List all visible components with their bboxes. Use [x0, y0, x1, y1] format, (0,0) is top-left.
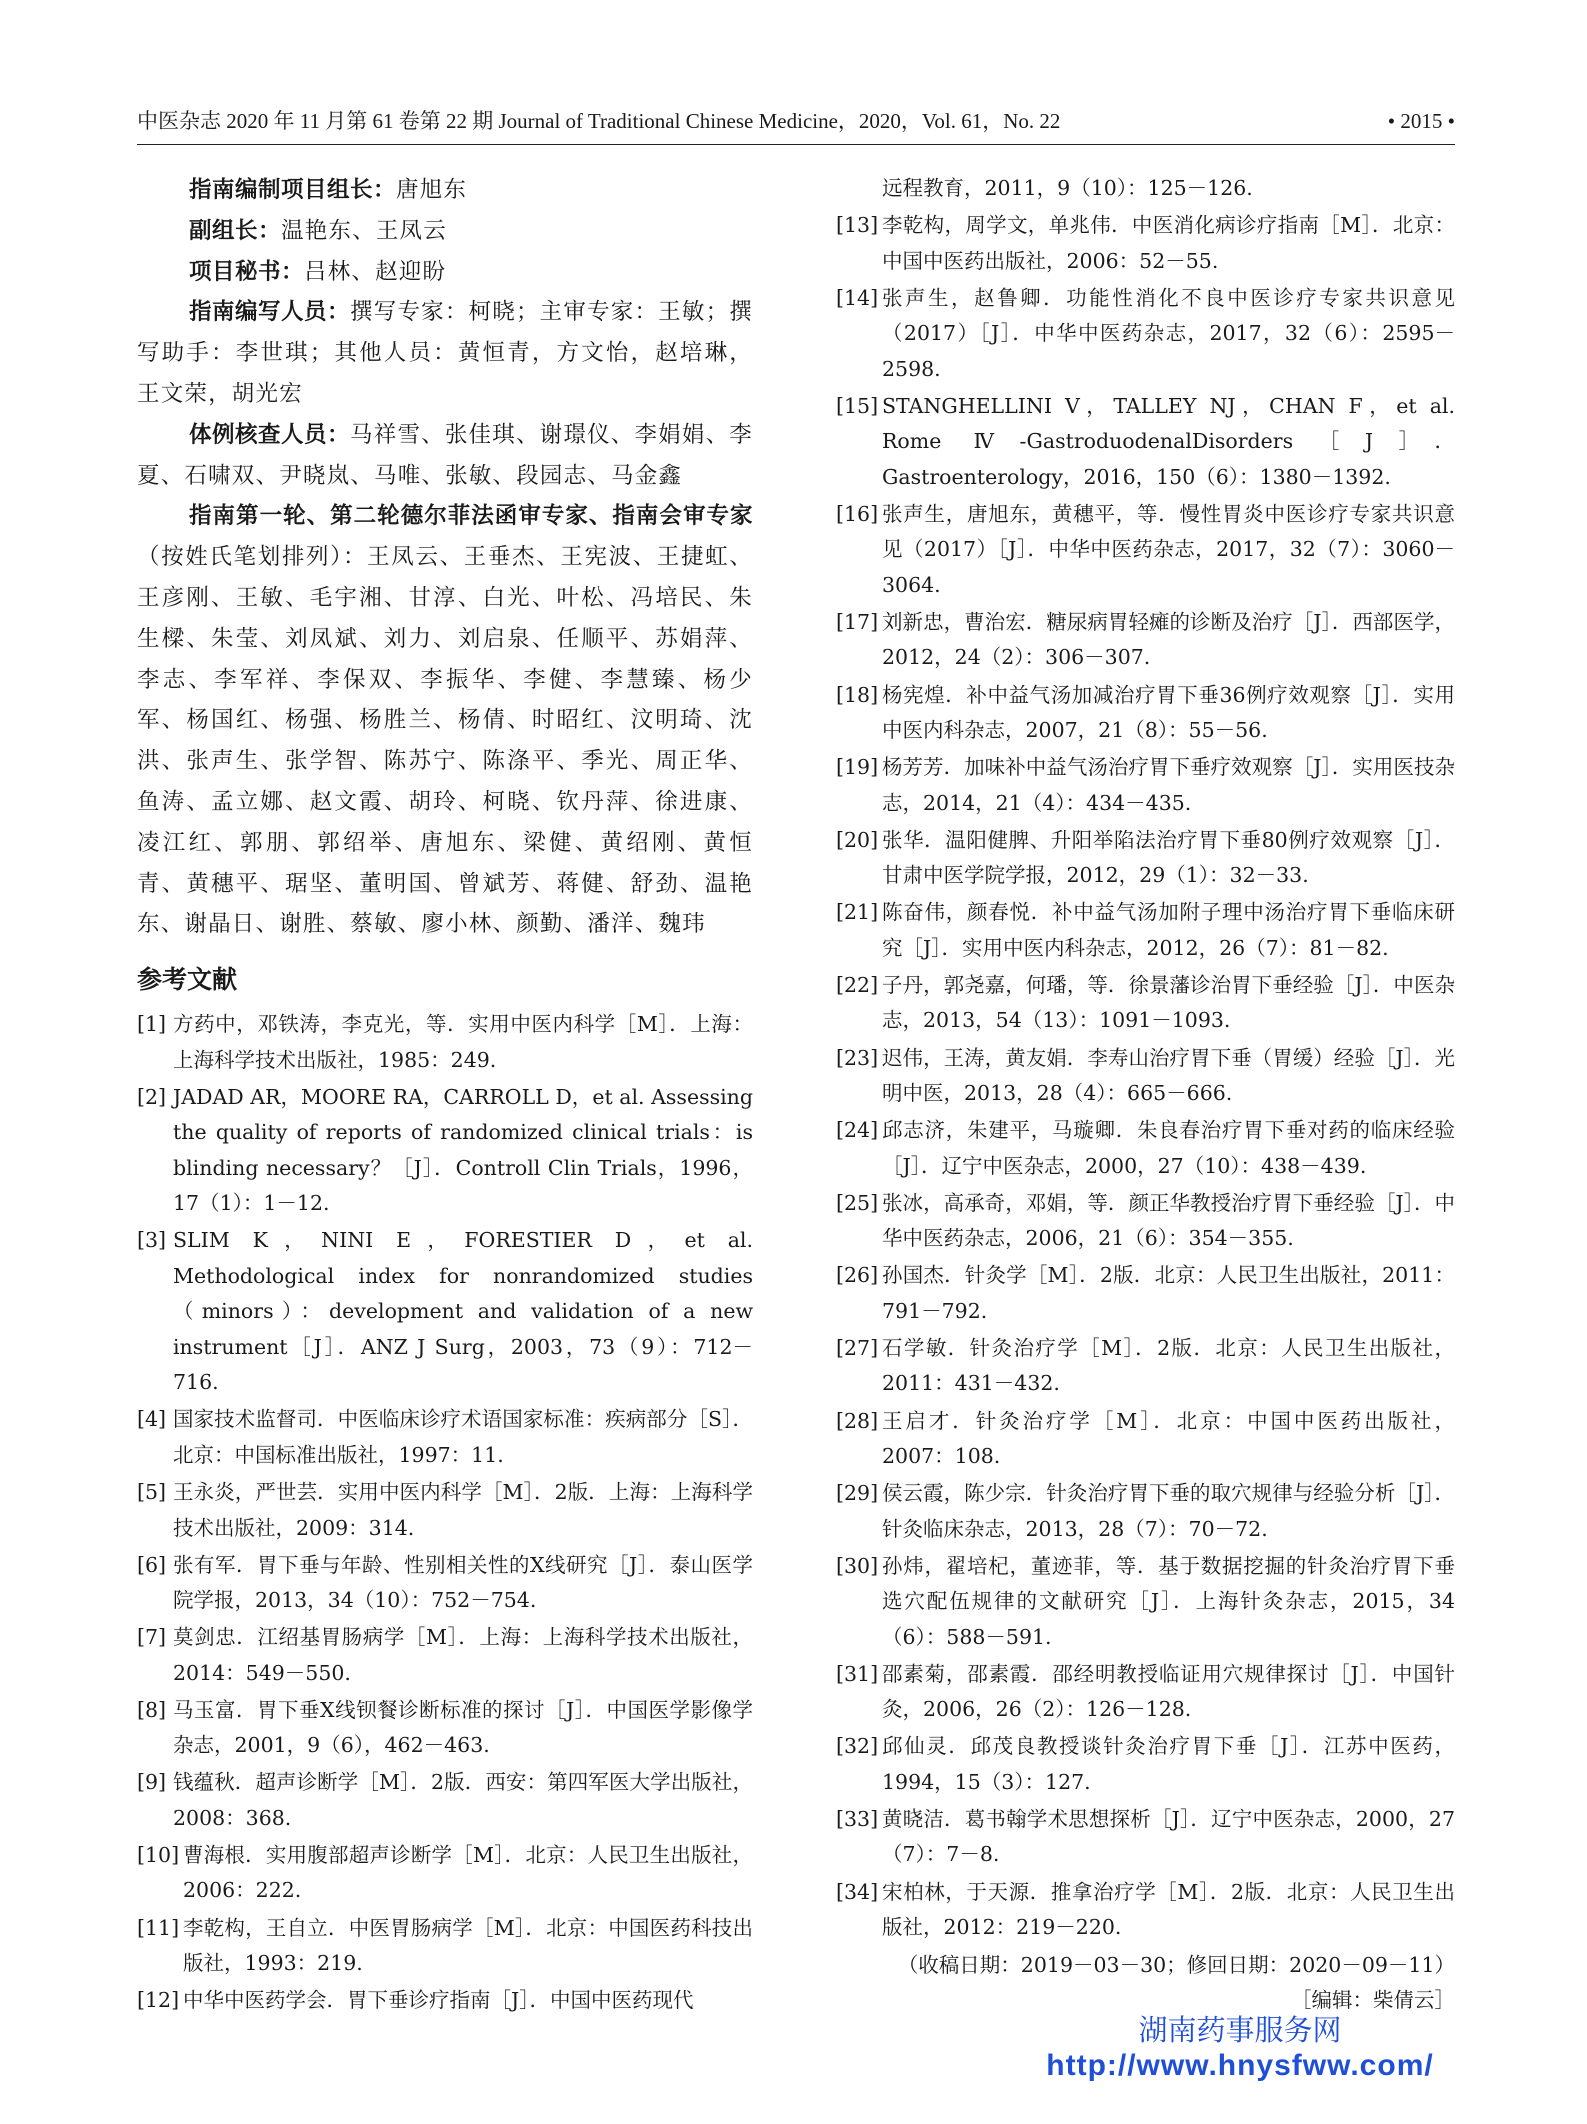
reference-item [836, 1657, 1455, 1728]
contributor-names: 撰写专家：柯晓；主审专家：王敏；撰写助手：李世琪；其他人员：黄恒青，方文怡，赵培琳，王文荣，胡光宏 [137, 299, 753, 407]
header-divider [137, 144, 1455, 145]
reference-item [137, 1983, 753, 2019]
reference-text: SLIM K，NINI E，FORESTIER D，et al. Methodological index for nonrandomized studies（minors）：development and validation of a new instrument［J］．ANZ J Surg，2003，73（9）：712－716. [173, 1228, 753, 1395]
reference-item [137, 1007, 753, 1078]
reference-item [137, 1402, 753, 1473]
reference-item [137, 1620, 753, 1691]
contributor-role: 副组长： [189, 217, 282, 244]
reference-text: JADAD AR，MOORE RA，CARROLL D，et al. Assessing the quality of reports of randomized clinical trials：is blinding necessary？［J］．Controll Clin Trials，1996，17（1）：1－12. [173, 1084, 753, 1216]
reference-number: [2] [137, 1084, 167, 1109]
reference-item [137, 1765, 753, 1836]
watermark-site-name: 湖南药事服务网 [1138, 2013, 1342, 2047]
reference-number: [4] [137, 1407, 167, 1432]
reference-text: 王永炎，严世芸．实用中医内科学［M］．2版．上海：上海科学技术出版社，2009：314. [173, 1480, 753, 1540]
reference-item [836, 1729, 1455, 1800]
contributor-role: 指南编写人员： [189, 299, 351, 326]
reference-item [836, 1404, 1455, 1475]
reference-item [836, 1476, 1455, 1547]
reference-item [836, 497, 1455, 604]
reference-item [137, 1548, 753, 1619]
reference-text: 邵素菊，邵素霞．邵经明教授临证用穴规律探讨［J］．中国针灸，2006，26（2）：126－128. [882, 1661, 1455, 1722]
reference-number: [31] [836, 1661, 879, 1686]
contributor-line [137, 170, 753, 211]
contributor-names: 马祥雪、张佳琪、谢璟仪、李娟娟、李夏、石啸双、尹晓岚、马唯、张敏、段园志、马金鑫 [137, 421, 753, 489]
reference-item [836, 678, 1455, 749]
contributor-names: （按姓氏笔划排列）：王凤云、王垂杰、王宪波、王捷虹、王彦刚、王敏、毛宇湘、甘淳、白光、叶松、冯培民、朱生樑、朱莹、刘凤斌、刘力、刘启泉、任顺平、苏娟萍、李志、李军祥、李保双、李振华、李健、李慧臻、杨少军、杨国红、杨强、杨胜兰、杨倩、时昭红、汶明琦、沈洪、张声生、张学智、陈苏宁、陈涤平、季光、周正华、鱼涛、孟立娜、赵文霞、胡玲、柯晓、钦丹萍、徐进康、凌江红、郭朋、郭绍举、唐旭东、梁健、黄绍刚、黄恒青、黄穗平、琚坚、董明国、曾斌芳、蒋健、舒劲、温艳东、谢晶日、谢胜、蔡敏、廖小林、颜勤、潘洋、魏玮 [137, 544, 753, 938]
reference-text: 孙炜，翟培杞，董迹菲，等．基于数据挖掘的针灸治疗胃下垂选穴配伍规律的文献研究［J］．上海针灸杂志，2015，34（6）：588－591. [882, 1553, 1455, 1649]
reference-text: 莫剑忠．江绍基胃肠病学［M］．上海：上海科学技术出版社，2014：549－550. [173, 1625, 753, 1685]
reference-number: [12] [137, 1988, 180, 2013]
reference-text: 马玉富．胃下垂X线钡餐诊断标准的探讨［J］．中国医学影像学杂志，2001，9（6），462－463. [173, 1697, 753, 1758]
reference-number: [21] [836, 900, 879, 925]
reference-number: [26] [836, 1263, 879, 1288]
contributor-names: 吕林、赵迎盼 [304, 258, 447, 285]
reference-text: 宋柏林，于天源．推拿治疗学［M］．2版．北京：人民卫生出版社，2012：219－220. [882, 1879, 1455, 1940]
reference-number: [8] [137, 1697, 167, 1722]
reference-text: 孙国杰．针灸学［M］．2版．北京：人民卫生出版社，2011：791－792. [882, 1263, 1455, 1323]
reference-text: 国家技术监督司．中医临床诊疗术语国家标准：疾病部分［S］．北京：中国标准出版社，1997：11. [173, 1407, 753, 1467]
reference-list [836, 208, 1455, 1945]
reference-number: [27] [836, 1335, 879, 1360]
reference-item [836, 895, 1455, 966]
reference-text: 张冰，高承奇，邓娟，等．颜正华教授治疗胃下垂经验［J］．中华中医药杂志，2006，21（6）：354－355. [882, 1190, 1455, 1251]
reference-number: [29] [836, 1481, 879, 1506]
contributor-role: 体例核查人员： [189, 421, 351, 448]
running-header [137, 106, 1455, 136]
reference-number: [15] [836, 393, 879, 418]
contributor-line [137, 252, 753, 293]
reference-number: [17] [836, 609, 879, 634]
reference-item [836, 1186, 1455, 1257]
reference-number: [7] [137, 1625, 167, 1650]
right-column [836, 171, 1455, 2018]
reference-number: [22] [836, 972, 879, 997]
reference-list [137, 1007, 753, 2019]
reference-text: 侯云霞，陈少宗．针灸治疗胃下垂的取穴规律与经验分析［J］．针灸临床杂志，2013，28（7）：70－72. [882, 1481, 1455, 1541]
contributor-line [137, 292, 753, 414]
reference-number: [32] [836, 1734, 879, 1759]
reference-number: [28] [836, 1408, 879, 1433]
contributor-line [137, 496, 753, 945]
reference-number: [24] [836, 1118, 879, 1143]
reference-item [836, 1258, 1455, 1329]
contributors-section [137, 170, 753, 945]
reference-number: [5] [137, 1480, 167, 1505]
reference-number: [1] [137, 1012, 167, 1037]
reference-text: 曹海根．实用腹部超声诊断学［M］．北京：人民卫生出版社，2006：222. [183, 1842, 753, 1903]
reference-text: 钱蕴秋．超声诊断学［M］．2版．西安：第四军医大学出版社，2008：368. [173, 1770, 753, 1830]
reference-number: [3] [137, 1228, 167, 1253]
contributor-names: 温艳东、王凤云 [281, 217, 447, 244]
reference-item [836, 750, 1455, 821]
reference-number: [14] [836, 285, 879, 310]
reference-number: [11] [137, 1915, 180, 1940]
contributor-role: 指南编制项目组长： [189, 177, 397, 203]
reference-item [137, 1693, 753, 1764]
editor-credit: ［编辑：柴倩云］ [1291, 1987, 1455, 2012]
references-heading: 参考文献 [137, 965, 238, 995]
reference-text: 陈奋伟，颜春悦．补中益气汤加附子理中汤治疗胃下垂临床研究［J］．实用中医内科杂志，2012，26（7）：81－82. [882, 900, 1455, 960]
reference-text: 方药中，邓铁涛，李克光，等．实用中医内科学［M］．上海：上海科学技术出版社，1985：249. [173, 1012, 753, 1072]
reference-number: [10] [137, 1842, 180, 1867]
contributor-role: 项目秘书： [189, 258, 305, 285]
reference-item [836, 605, 1455, 676]
reference-text: 邱仙灵．邱茂良教授谈针灸治疗胃下垂［J］．江苏中医药，1994，15（3）：127. [882, 1734, 1455, 1794]
reference-number: [6] [137, 1552, 167, 1577]
reference-text: 李乾构，周学文，单兆伟．中医消化病诊疗指南［M］．北京：中国中医药出版社，2006：52－55. [882, 213, 1455, 273]
reference-continuation: 远程教育，2011，9（10）：125－126. [882, 176, 1253, 200]
reference-number: [19] [836, 755, 879, 780]
reference-item [836, 823, 1455, 894]
reference-number: [33] [836, 1806, 879, 1831]
contributor-line [137, 211, 753, 252]
reference-item [137, 1223, 753, 1401]
reference-item [836, 281, 1455, 388]
reference-text: 王启才．针灸治疗学［M］．北京：中国中医药出版社，2007：108. [882, 1408, 1455, 1468]
left-column [137, 170, 753, 2020]
contributor-names: 唐旭东 [396, 177, 468, 203]
reference-text: 杨宪煌．补中益气汤加减治疗胃下垂36例疗效观察［J］．实用中医内科杂志，2007，21（8）：55－56. [882, 682, 1455, 743]
reference-text: 李乾构，王自立．中医胃肠病学［M］．北京：中国医药科技出版社，1993：219. [183, 1915, 753, 1976]
reference-number: [20] [836, 827, 879, 852]
reference-text: 张声生，赵鲁卿．功能性消化不良中医诊疗专家共识意见（2017）［J］．中华中医药杂志，2017，32（6）：2595－2598. [882, 285, 1455, 381]
reference-item [836, 1549, 1455, 1656]
reference-number: [34] [836, 1879, 879, 1904]
reference-text: 邱志济，朱建平，马璇卿．朱良春治疗胃下垂对药的临床经验［J］．辽宁中医杂志，2000，27（10）：438－439. [882, 1118, 1455, 1178]
reference-text: 刘新忠，曹治宏．糖尿病胃轻瘫的诊断及治疗［J］．西部医学，2012，24（2）：306－307. [882, 609, 1455, 670]
reference-number: [25] [836, 1190, 879, 1215]
reference-item [836, 968, 1455, 1039]
reference-item [836, 1875, 1455, 1946]
reference-text: 张华．温阳健脾、升阳举陷法治疗胃下垂80例疗效观察［J］．甘肃中医学院学报，2012，29（1）：32－33. [882, 827, 1455, 888]
received-dates: （收稿日期：2019－03－30；修回日期：2020－09－11） [897, 1952, 1455, 1977]
reference-item [836, 1331, 1455, 1402]
reference-item [137, 1838, 753, 1909]
journal-citation: 中医杂志 2020 年 11 月第 61 卷第 22 期 Journal of Traditional Chinese Medicine，2020，Vol. 61，No. 22 [137, 109, 1061, 133]
reference-text: 黄晓洁．葛书翰学术思想探析［J］．辽宁中医杂志，2000，27（7）：7－8. [882, 1806, 1455, 1867]
reference-text: 迟伟，王涛，黄友娟．李寿山治疗胃下垂（胃缓）经验［J］．光明中医，2013，28（4）：665－666. [882, 1045, 1455, 1106]
page-number: • 2015 • [1387, 109, 1455, 133]
reference-text: 杨芳芳．加味补中益气汤治疗胃下垂疗效观察［J］．实用医技杂志，2014，21（4）：434－435. [882, 755, 1455, 815]
reference-number: [30] [836, 1553, 879, 1578]
reference-item [836, 1802, 1455, 1873]
reference-text: 子丹，郭尧嘉，何璠，等．徐景藩诊治胃下垂经验［J］．中医杂志，2013，54（13）：1091－1093. [882, 972, 1455, 1033]
reference-text: 中华中医药学会．胃下垂诊疗指南［J］．中国中医药现代 [183, 1988, 694, 2013]
watermark-url[interactable]: http://www.hnysfww.com/ [1046, 2049, 1434, 2082]
reference-item [836, 1041, 1455, 1112]
reference-text: 石学敏．针灸治疗学［M］．2版．北京：人民卫生出版社，2011：431－432. [882, 1335, 1455, 1396]
reference-number: [16] [836, 501, 879, 526]
reference-item [836, 389, 1455, 496]
reference-item [836, 208, 1455, 279]
reference-number: [9] [137, 1770, 167, 1795]
contributor-role: 指南第一轮、第二轮德尔菲法函审专家、指南会审专家 [189, 503, 753, 530]
reference-item [137, 1475, 753, 1546]
reference-text: 张声生，唐旭东，黄穗平，等．慢性胃炎中医诊疗专家共识意见（2017）［J］．中华中医药杂志，2017，32（7）：3060－3064. [882, 501, 1455, 597]
reference-number: [18] [836, 682, 879, 707]
contributor-line [137, 415, 753, 497]
reference-item [836, 1113, 1455, 1184]
reference-number: [13] [836, 213, 879, 238]
reference-text: STANGHELLINI V，TALLEY NJ，CHAN F，et al. Rome Ⅳ-GastroduodenalDisorders［J］．Gastroenterology，2016，150（6）：1380－1392. [882, 393, 1455, 489]
watermark [1030, 2012, 1450, 2084]
reference-number: [23] [836, 1045, 879, 1070]
reference-item [137, 1080, 753, 1222]
reference-text: 张有军．胃下垂与年龄、性别相关性的X线研究［J］．泰山医学院学报，2013，34（10）：752－754. [173, 1552, 753, 1613]
reference-item [137, 1911, 753, 1982]
